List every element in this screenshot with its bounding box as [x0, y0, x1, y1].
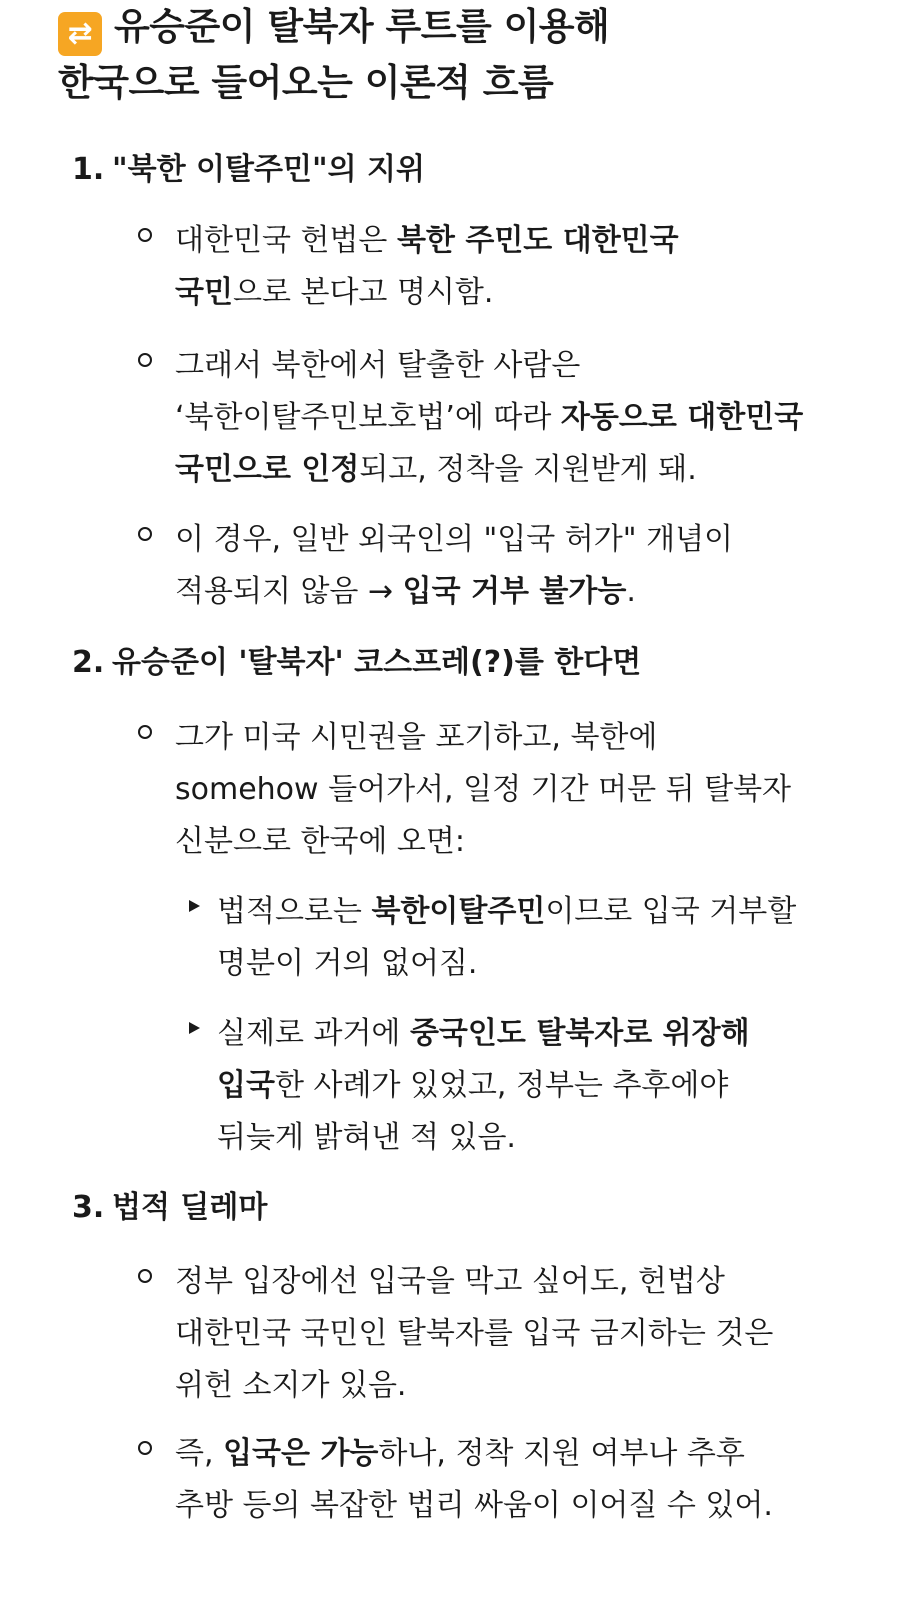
title-line-1: ⇄ 유승준이 탈북자 루트를 이용해: [58, 0, 858, 56]
section-title: 유승준이 '탈북자' 코스프레(?)를 한다면: [112, 645, 642, 680]
list-item: [135, 712, 855, 868]
list-item: [135, 215, 855, 319]
triangle-bullet-icon: [189, 900, 200, 912]
item-line: 입국한 사례가 있었고, 정부는 추후에야: [217, 1068, 729, 1103]
item-line: 그가 미국 시민권을 포기하고, 북한에: [175, 720, 658, 755]
circle-bullet-icon: [138, 1269, 152, 1283]
item-line: 이 경우, 일반 외국인의 "입국 허가" 개념이: [175, 522, 734, 557]
item-line: 즉, 입국은 가능하나, 정착 지원 여부나 추후: [175, 1436, 745, 1471]
circle-bullet-icon: [138, 353, 152, 367]
section-number: 3.: [72, 1190, 105, 1225]
circle-bullet-icon: [138, 527, 152, 541]
triangle-bullet-icon: [189, 1022, 200, 1034]
item-line: 대한민국 헌법은 북한 주민도 대한민국: [175, 223, 679, 258]
list-item: [135, 1256, 855, 1412]
item-line: ‘북한이탈주민보호법’에 따라 자동으로 대한민국: [175, 400, 804, 435]
list-item: [135, 340, 855, 496]
section-title: "북한 이탈주민"의 지위: [112, 152, 425, 187]
section-number: 1.: [72, 152, 105, 187]
repeat-icon: ⇄: [58, 12, 102, 56]
section-3-heading: [72, 1188, 267, 1228]
page-title: [58, 0, 858, 110]
item-line: 국민으로 본다고 명시함.: [175, 275, 494, 310]
item-line: 신분으로 한국에 오면:: [175, 824, 465, 859]
circle-bullet-icon: [138, 725, 152, 739]
section-number: 2.: [72, 645, 105, 680]
sub-list-item: [185, 886, 865, 990]
item-line: 적용되지 않음 → 입국 거부 불가능.: [175, 574, 636, 609]
list-item: [135, 514, 855, 618]
item-line: 위헌 소지가 있음.: [175, 1368, 407, 1403]
section-1-heading: [72, 150, 425, 190]
item-line: 실제로 과거에 중국인도 탈북자로 위장해: [217, 1016, 750, 1051]
sub-list-item: [185, 1008, 865, 1164]
item-line: 법적으로는 북한이탈주민이므로 입국 거부할: [217, 894, 797, 929]
list-item: [135, 1428, 855, 1532]
circle-bullet-icon: [138, 1441, 152, 1455]
title-line-2: 한국으로 들어오는 이론적 흐름: [58, 61, 554, 104]
item-line: 뒤늦게 밝혀낸 적 있음.: [217, 1120, 516, 1155]
item-line: somehow 들어가서, 일정 기간 머문 뒤 탈북자: [175, 772, 792, 807]
item-line: 대한민국 국민인 탈북자를 입국 금지하는 것은: [175, 1316, 774, 1351]
section-title: 법적 딜레마: [112, 1190, 268, 1225]
section-2-heading: [72, 643, 641, 683]
item-line: 추방 등의 복잡한 법리 싸움이 이어질 수 있어.: [175, 1488, 773, 1523]
item-line: 명분이 거의 없어짐.: [217, 946, 478, 981]
item-line: 국민으로 인정되고, 정착을 지원받게 돼.: [175, 452, 697, 487]
item-line: 그래서 북한에서 탈출한 사람은: [175, 348, 581, 383]
item-line: 정부 입장에선 입국을 막고 싶어도, 헌법상: [175, 1264, 725, 1299]
circle-bullet-icon: [138, 228, 152, 242]
